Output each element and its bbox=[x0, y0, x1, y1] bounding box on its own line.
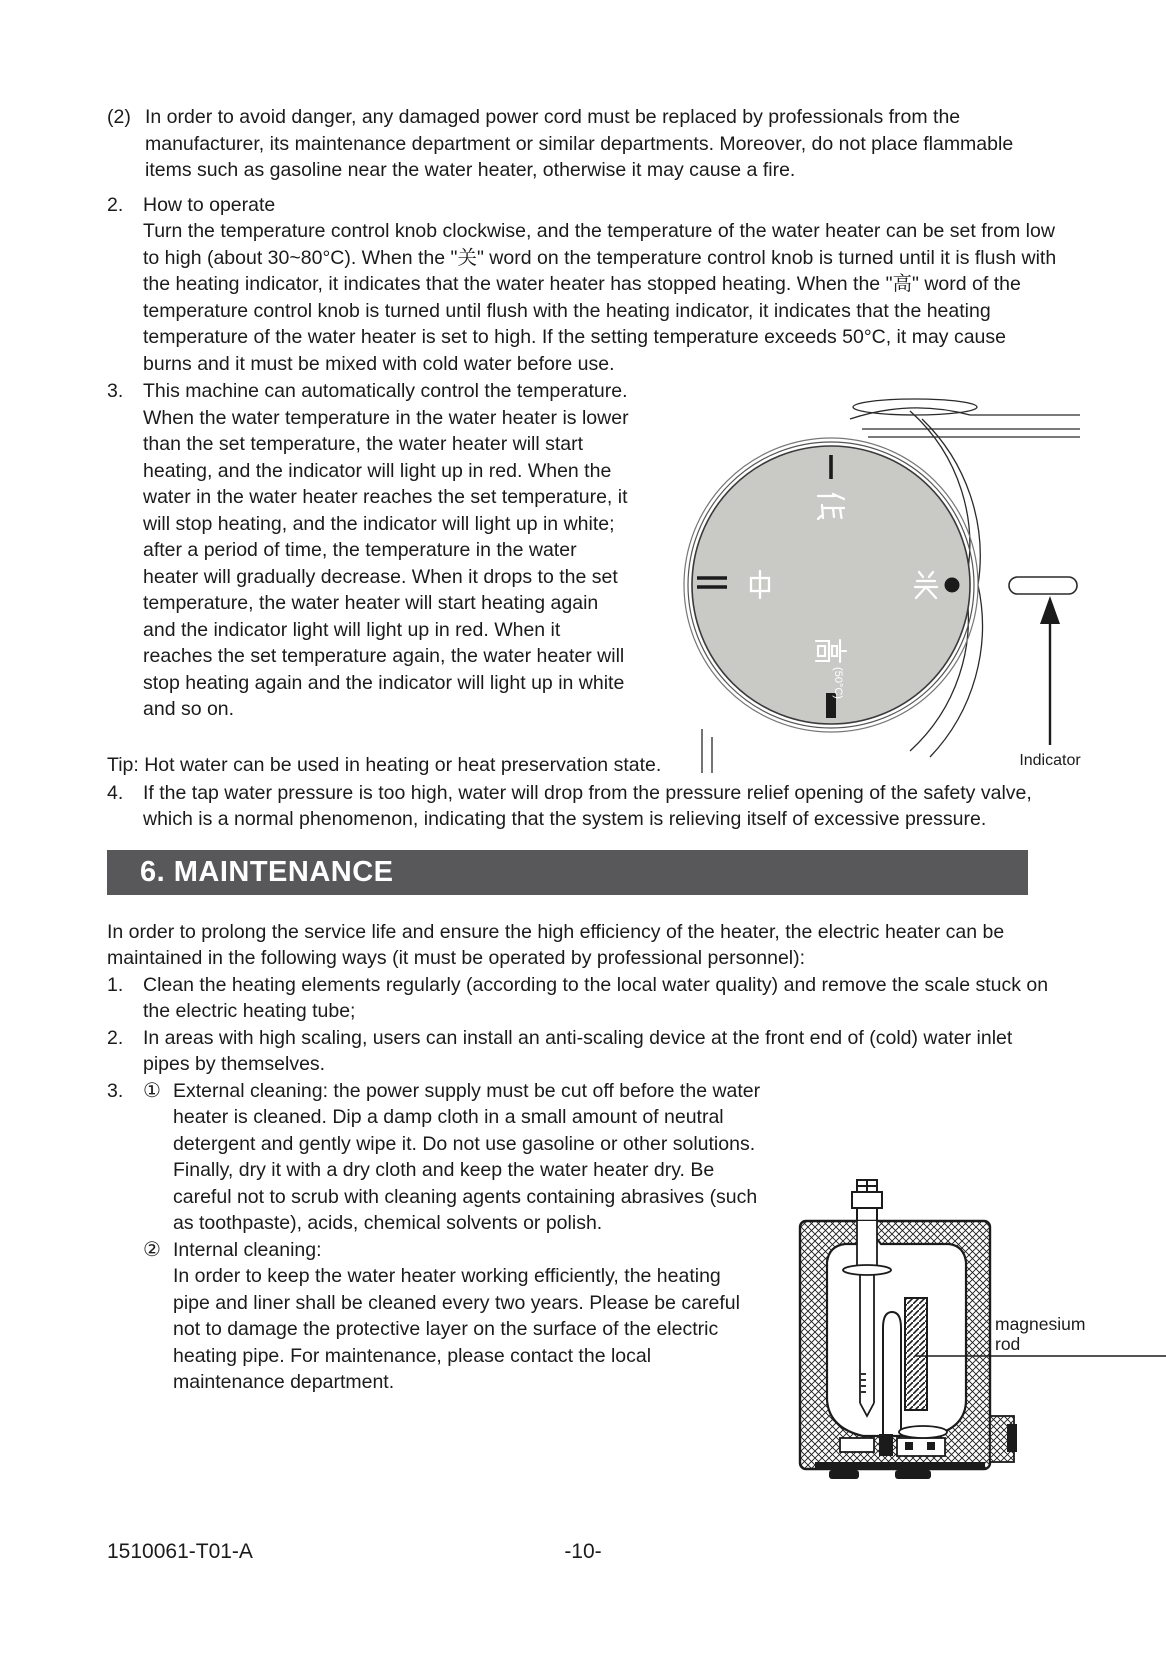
external-cleaning-item bbox=[143, 1078, 763, 1237]
pressure-item bbox=[107, 780, 1060, 833]
pressure-item-number: 4. bbox=[107, 781, 124, 804]
page-number: -10- bbox=[564, 1540, 602, 1563]
auto-control-text: This machine can automatically control the temperature. When the water temperature in the water heater is lower than the set temperature, the water heater will start heating, and the indicator will light up in red. When the water in the water heater reaches the set temperature, it will stop heating, and the indicator will light up in white; after a period of time, the temperature in the water heater will gradually decrease. When it drops to the set temperature, the water heater will start heating again and the indicator light will light up in red. When it reaches the set temperature again, the water heater will stop heating again and the indicator will light up in white and so on. bbox=[143, 380, 629, 720]
document-code: 1510061-T01-A bbox=[107, 1540, 253, 1563]
internal-cleaning-marker: ② bbox=[143, 1238, 161, 1261]
indicator-label: Indicator bbox=[1019, 752, 1081, 769]
how-to-operate-number: 2. bbox=[107, 193, 124, 216]
how-to-operate-title: How to operate bbox=[143, 193, 276, 216]
how-to-operate-heading bbox=[107, 192, 1060, 219]
indicator-lamp bbox=[1009, 577, 1077, 594]
indicator-arrow-head bbox=[1040, 596, 1060, 624]
knob-label-high-temp: (50°C) bbox=[832, 667, 844, 699]
maintenance-item-2-text: In areas with high scaling, users can install an anti-scaling device at the front end of (cold) water inlet pipes by themselves. bbox=[143, 1026, 1013, 1075]
maintenance-section-header: 6. MAINTENANCE bbox=[107, 850, 1028, 895]
safety-item-2 bbox=[107, 104, 1060, 184]
auto-control-number: 3. bbox=[107, 380, 124, 402]
heater-cross-section-svg bbox=[745, 1178, 1166, 1490]
maintenance-item-3-body bbox=[143, 1078, 763, 1396]
internal-cleaning-item bbox=[143, 1237, 763, 1264]
knob-diagram bbox=[610, 393, 1090, 775]
heater-cross-section-diagram bbox=[745, 1178, 1166, 1490]
maintenance-item-1 bbox=[107, 972, 1060, 1025]
external-cleaning-text: External cleaning: the power supply must be cut off before the water heater is cleaned. Dip a damp cloth in a small amount of neutral detergent and gently wipe it. Do not use gasoline or other solutions. Finally, dry it with a dry cloth and keep the water heater dry. Be careful not to scrub with cleaning agents containing abrasives (such as toothpaste), acids, chemical solvents or polish. bbox=[173, 1079, 761, 1234]
maintenance-item-2-number: 2. bbox=[107, 1026, 124, 1049]
knob-diagram-svg bbox=[610, 393, 1090, 775]
safety-item-2-text: In order to avoid danger, any damaged power cord must be replaced by professionals from the manufacturer, its maintenance department or similar departments. Moreover, do not place flammable items such as gasoline near the water heater, otherwise it may cause a fire. bbox=[145, 106, 1014, 181]
magnesium-rod-label-line1: magnesium bbox=[995, 1314, 1086, 1334]
temperature-knob[interactable] bbox=[684, 438, 978, 732]
knob-off-dot bbox=[945, 578, 960, 593]
internal-cleaning-text: In order to keep the water heater working efficiently, the heating pipe and liner shall be cleaned every two years. Please be careful not to damage the protective layer on the surface of the electric heating pipe. For maintenance, please contact the local maintenance department. bbox=[173, 1265, 740, 1393]
maintenance-item-1-number: 1. bbox=[107, 973, 124, 996]
maintenance-intro: In order to prolong the service life and ensure the high efficiency of the heater, the electric heater can be maintained in the following ways (it must be operated by professional personnel): bbox=[107, 920, 1005, 969]
pipe-mask bbox=[857, 1221, 877, 1261]
maintenance-item-1-text: Clean the heating elements regularly (according to the local water quality) and remove the scale stuck on the electric heating tube; bbox=[143, 973, 1049, 1022]
safety-item-2-marker: (2) bbox=[107, 106, 131, 128]
magnesium-rod bbox=[905, 1298, 927, 1410]
how-to-operate-body: Turn the temperature control knob clockwise, and the temperature of the water heater can be set from low to high (about 30~80°C). When the "关" word on the temperature control knob is turned until it is flush with the heating indicator, it indicates that the water heater has stopped heating. When the "高" word of the temperature control knob is turned until flush with the heating indicator, it indicates that the heating temperature of the water heater is set to high. If the setting temperature exceeds 50°C, it may cause burns and it must be mixed with cold water before use. bbox=[143, 220, 1057, 375]
inner-tank bbox=[827, 1234, 966, 1436]
magnesium-rod-label-line2: rod bbox=[995, 1334, 1021, 1354]
tip-text: Tip: Hot water can be used in heating or heat preservation state. bbox=[107, 754, 662, 776]
external-cleaning-marker: ① bbox=[143, 1079, 161, 1102]
internal-cleaning-title: Internal cleaning: bbox=[173, 1238, 322, 1261]
pressure-item-text: If the tap water pressure is too high, water will drop from the pressure relief opening of the safety valve, which is a normal phenomenon, indicating that the system is relieving itself of excessive pressure. bbox=[143, 781, 1032, 830]
maintenance-item-3-number: 3. bbox=[107, 1079, 124, 1102]
maintenance-item-2 bbox=[107, 1025, 1060, 1078]
